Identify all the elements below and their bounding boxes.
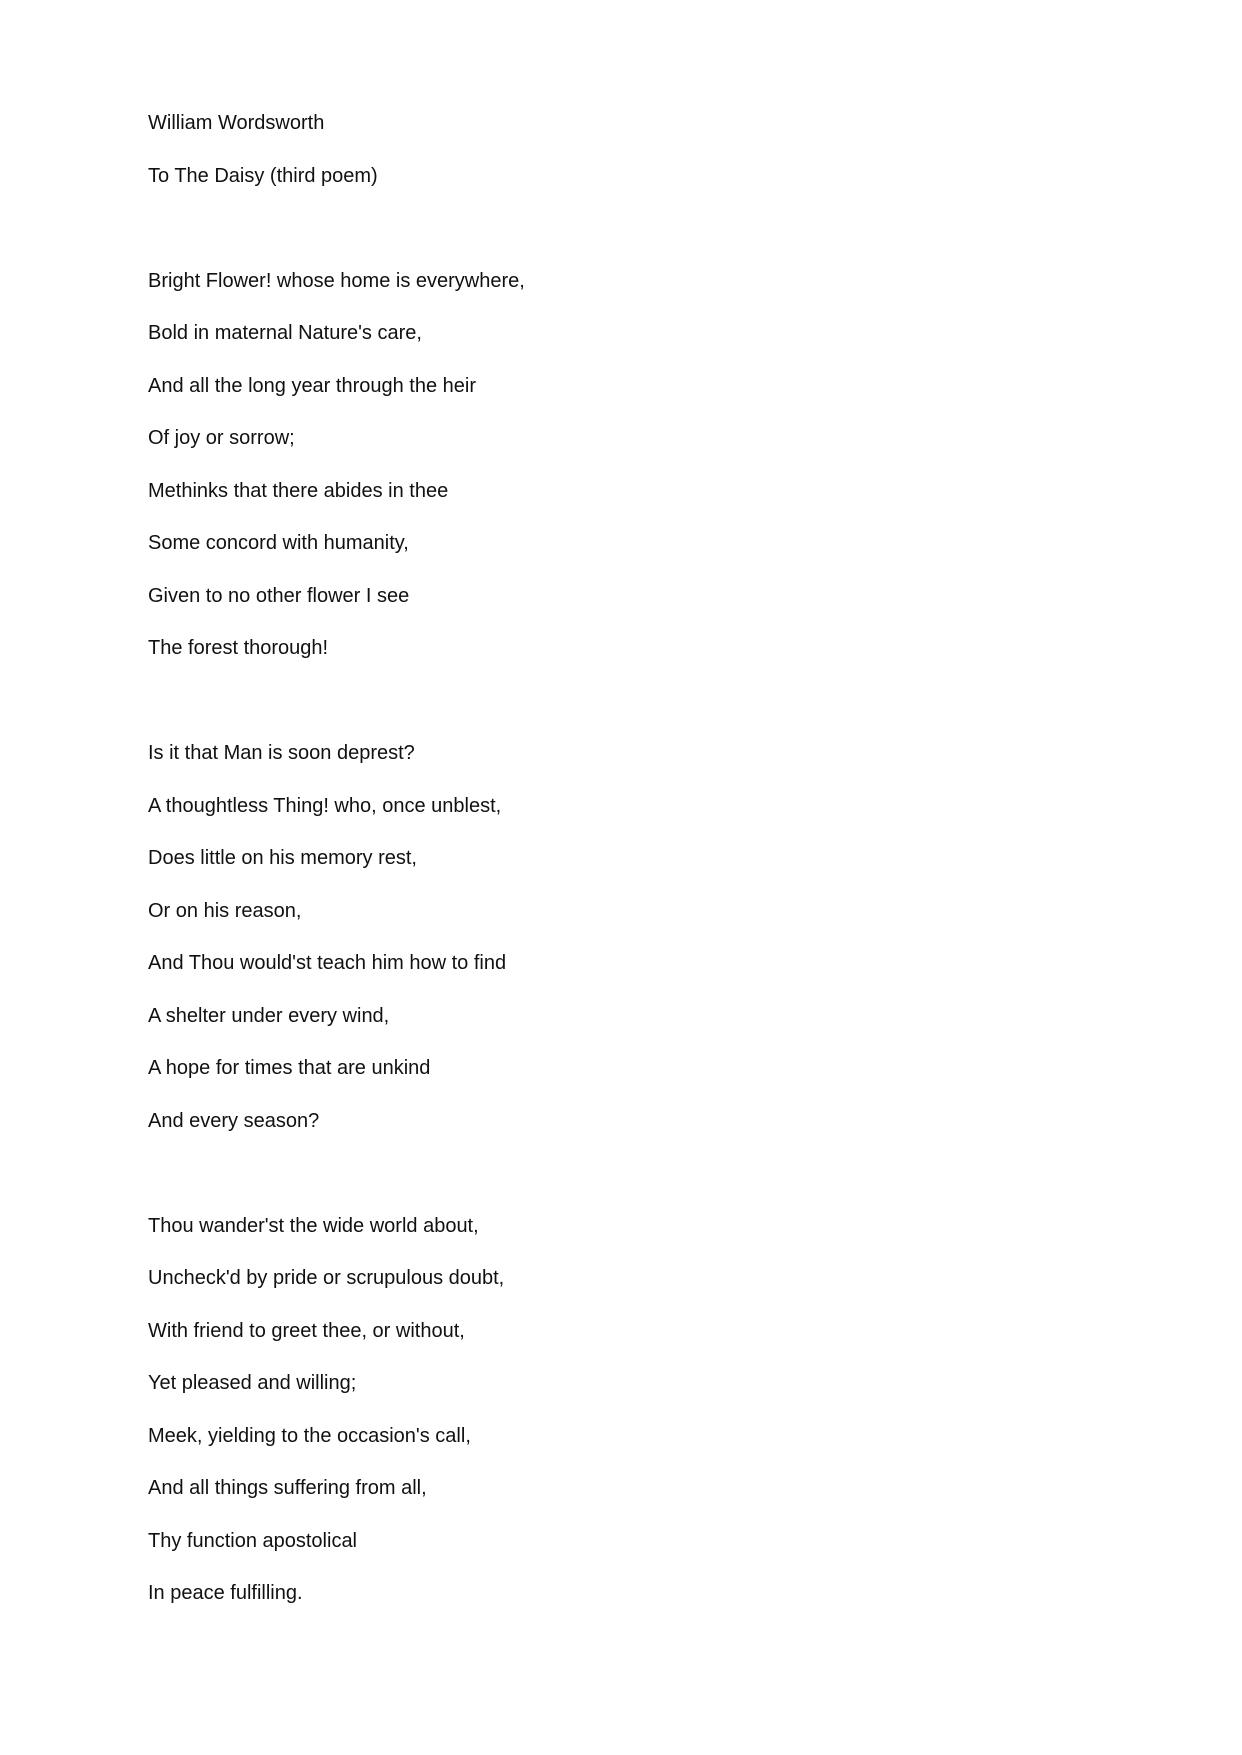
poem-line: Yet pleased and willing; bbox=[148, 1372, 357, 1394]
poem-title: To The Daisy (third poem) bbox=[148, 164, 378, 187]
poem-line: A shelter under every wind, bbox=[148, 1004, 390, 1027]
poem-text bbox=[148, 110, 1048, 1633]
stanza-gap bbox=[148, 215, 1048, 268]
poem-line: In peace fulfilling. bbox=[148, 1582, 303, 1604]
poem-line: And Thou would'st teach him how to find bbox=[148, 952, 507, 974]
stanza-2 bbox=[148, 740, 1048, 1160]
stanza-gap bbox=[148, 1160, 1048, 1213]
poem-line: A thoughtless Thing! who, once unblest, bbox=[148, 794, 502, 817]
poem-line: With friend to greet thee, or without, bbox=[148, 1319, 465, 1342]
poem-line: Given to no other flower I see bbox=[148, 584, 410, 607]
poem-line: The forest thorough! bbox=[148, 637, 329, 659]
poem-line: Methinks that there abides in thee bbox=[148, 479, 449, 502]
author-line: William Wordsworth bbox=[148, 112, 325, 134]
poem-line: Meek, yielding to the occasion's call, bbox=[148, 1424, 471, 1447]
poem-line: And every season? bbox=[148, 1109, 320, 1132]
poem-line: Or on his reason, bbox=[148, 899, 302, 922]
poem-line: Bright Flower! whose home is everywhere, bbox=[148, 269, 525, 292]
poem-line: Bold in maternal Nature's care, bbox=[148, 322, 422, 344]
poem-line: Is it that Man is soon deprest? bbox=[148, 742, 415, 764]
stanza-1 bbox=[148, 268, 1048, 688]
poem-line: Uncheck'd by pride or scrupulous doubt, bbox=[148, 1267, 505, 1289]
stanza-3 bbox=[148, 1213, 1048, 1633]
poem-line: A hope for times that are unkind bbox=[148, 1057, 431, 1079]
poem-line: Of joy or sorrow; bbox=[148, 427, 295, 449]
poem-line: Thy function apostolical bbox=[148, 1529, 358, 1552]
poem-line: And all the long year through the heir bbox=[148, 374, 476, 397]
poem-line: And all things suffering from all, bbox=[148, 1477, 427, 1499]
poem-line: Does little on his memory rest, bbox=[148, 847, 417, 869]
poem-line: Thou wander'st the wide world about, bbox=[148, 1214, 479, 1237]
stanza-gap bbox=[148, 688, 1048, 741]
poem-line: Some concord with humanity, bbox=[148, 532, 409, 554]
